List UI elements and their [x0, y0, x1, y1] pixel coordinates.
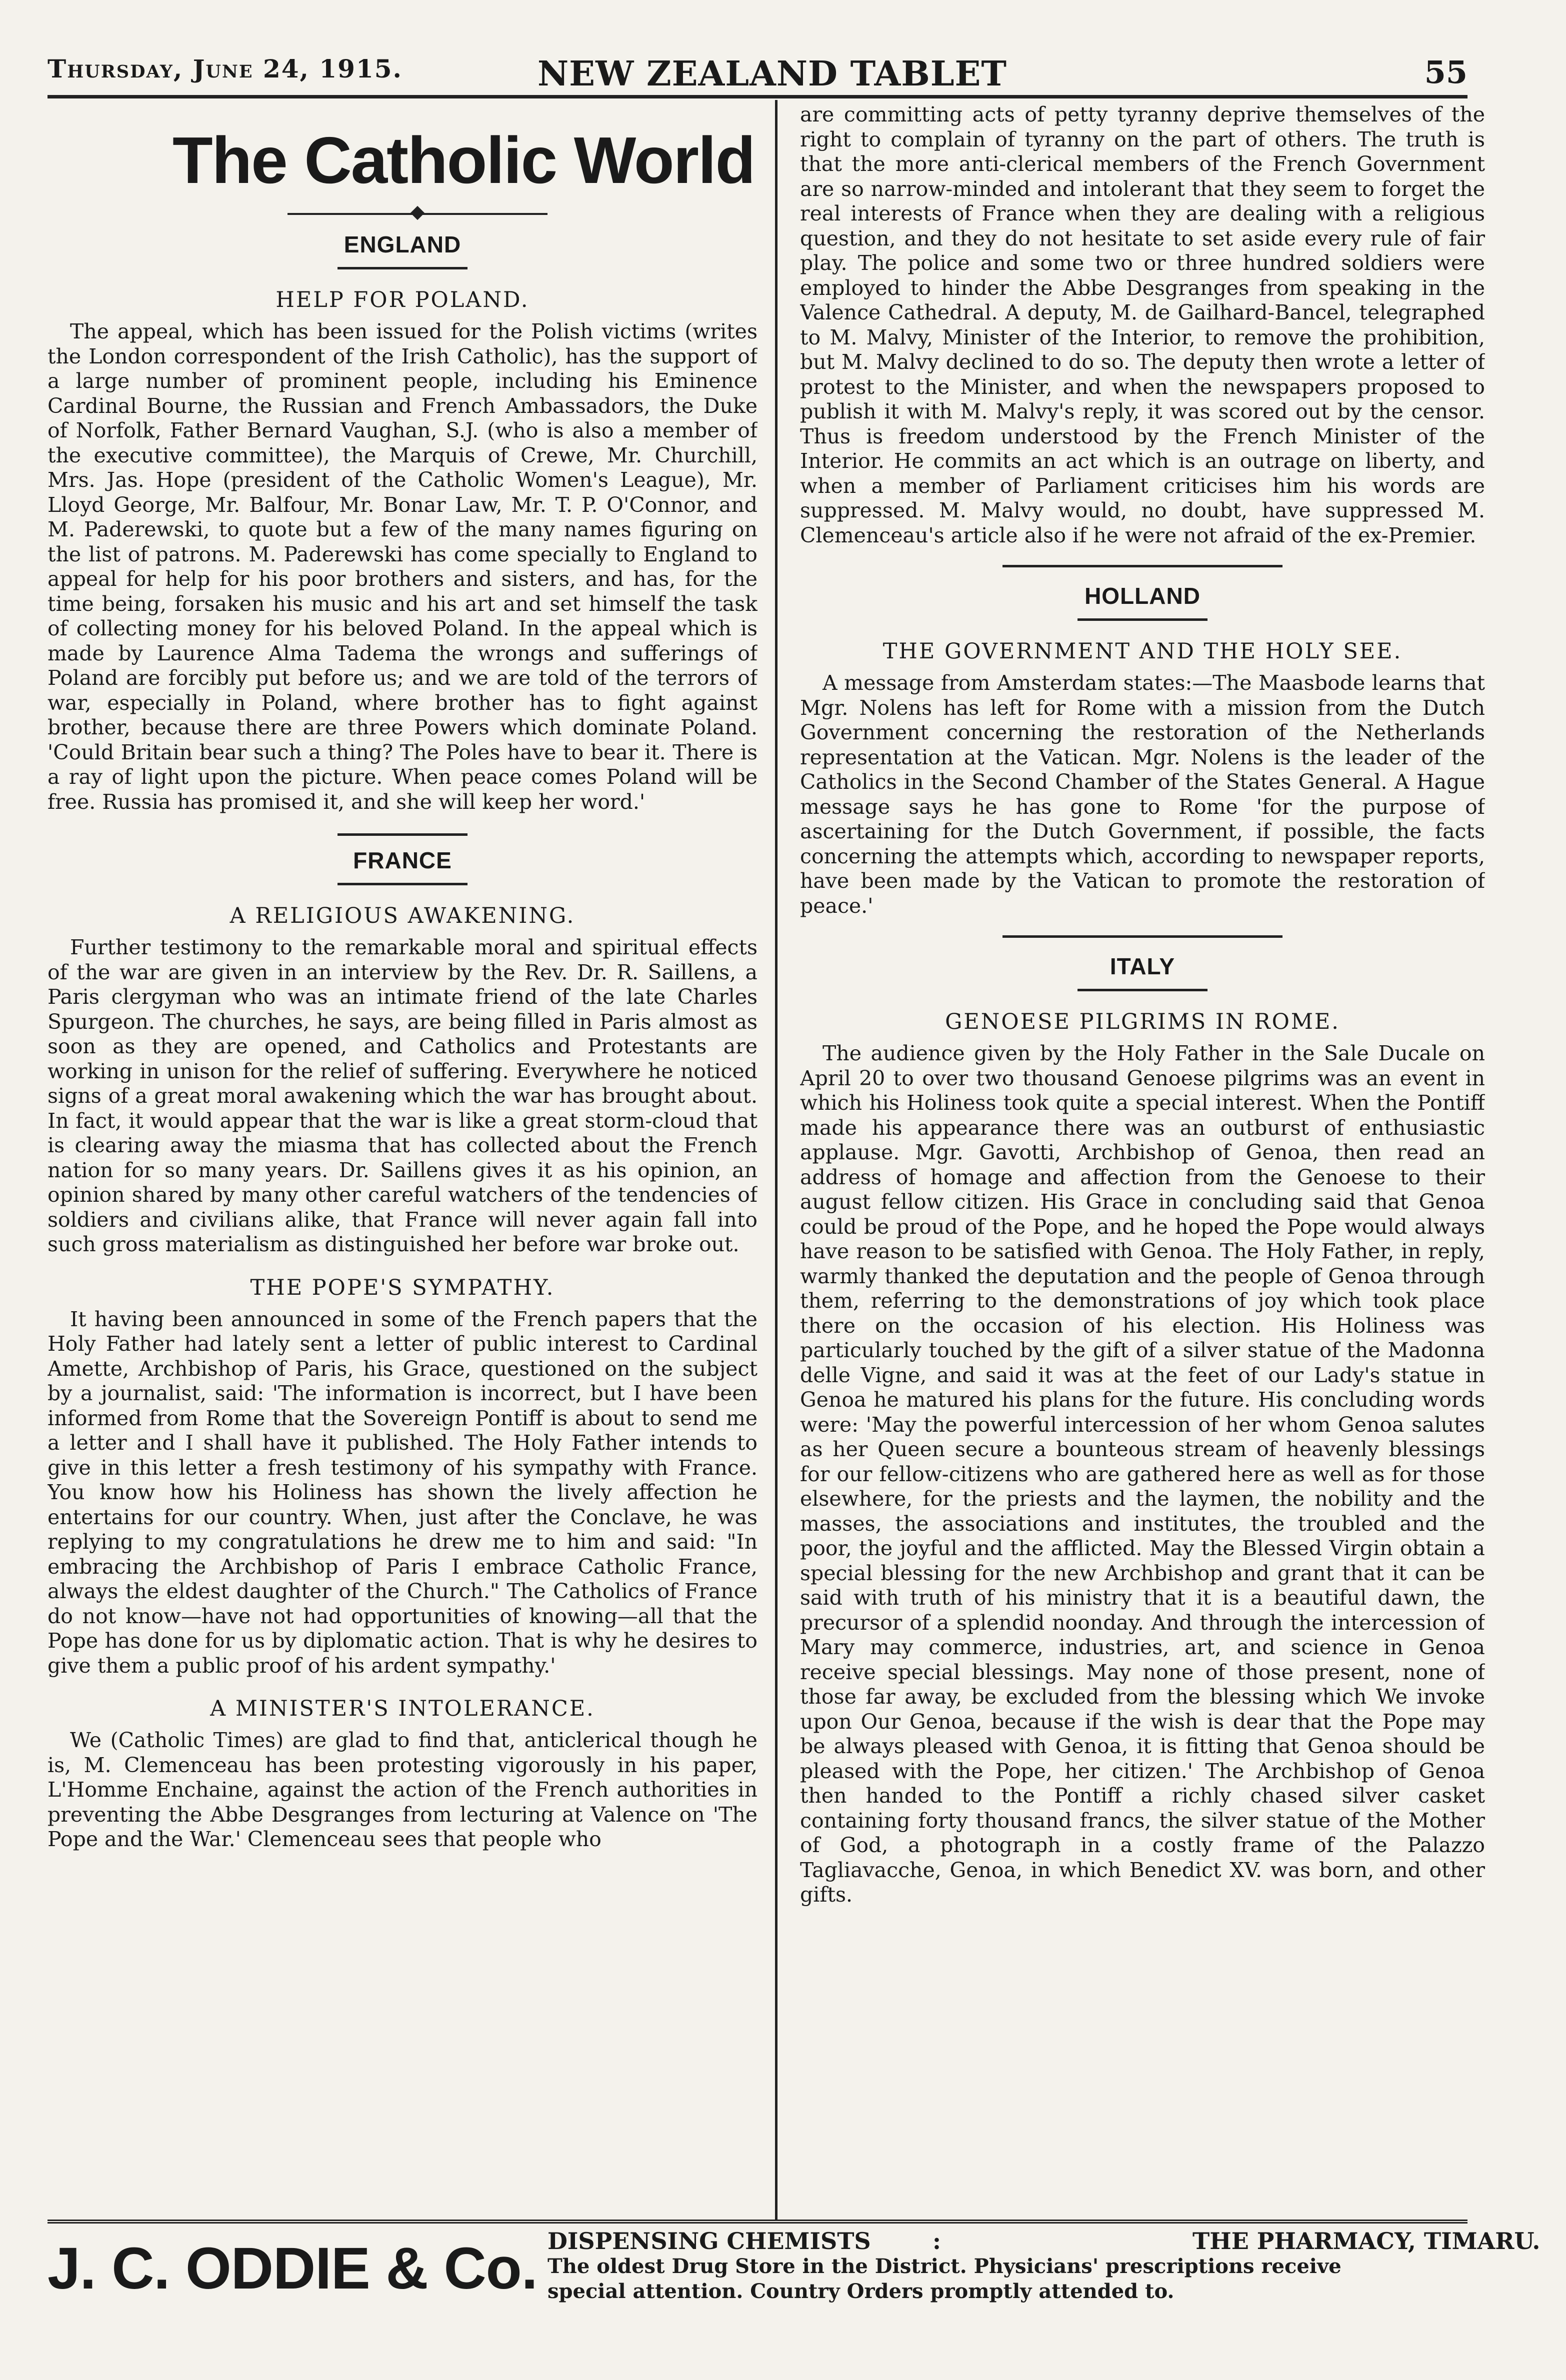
section-rule	[1078, 989, 1208, 991]
article-heading: THE GOVERNMENT AND THE HOLY SEE.	[882, 639, 1402, 664]
article-paragraph: The appeal, which has been issued for the Polish victims (writes the London correspondent of the Irish Catholic), has the support of a large number of prominent people, including his Eminence Cardinal Bourne, the Russian and French Ambassadors, the Duke of Norfolk, Father Bernard Vaughan, S.J. (who is also a member of the executive committee), the Marquis of Crewe, Mr. Churchill, Mrs. Jas. Hope (president of the Catholic Women's League), Mr. Lloyd George, Mr. Balfour, Mr. Bonar Law, Mr. T. P. O'Connor, and M. Paderewski, to quote but a few of the many names figuring on the list of patrons. M. Paderewski has come specially to England to appeal for help for his poor brothers and sisters, and has, for the time being, forsaken his music and his art and set himself the task of collecting money for his beloved Poland. In the appeal which is made by Laurence Alma Tadema the wrongs and sufferings of Poland are forcibly put before us; and we are told of the terrors of war, especially in Poland, where brother has to fight against brother, because there are three Powers which dominate Poland. 'Could Britain bear such a thing? The Poles have to bear it. There is a ray of light upon the picture. When peace comes Poland will be free. Russia has promised it, and she will keep her word.'	[48, 319, 758, 814]
ornament-rule	[288, 208, 548, 220]
section-rule	[338, 267, 468, 269]
section-rule	[1002, 935, 1282, 938]
section-title-france: FRANCE	[353, 847, 452, 873]
section-title-holland: HOLLAND	[1084, 583, 1200, 609]
advert-company: J. C. ODDIE & Co.	[48, 2236, 538, 2302]
article-paragraph: Further testimony to the remarkable moral and spiritual effects of the war are given in an interview by the Rev. Dr. R. Saillens, a Paris clergyman who was an intimate friend of the late Charles Spurgeon. The churches, he says, are being filled in Paris almost as soon as they are opened, and Catholics and Protestants are working in unison for the relief of suffering. Everywhere he noticed signs of a great moral awakening which the war has brought about. In fact, it would appear that the war is like a great storm-cloud that is clearing away the miasma that has collected about the French nation for so many years. Dr. Saillens gives it as his opinion, an opinion shared by many other careful watchers of the tendencies of soldiers and civilians alike, that France will never again fall into such gross materialism as distinguished her before war broke out.	[48, 935, 758, 1256]
article-heading: A RELIGIOUS AWAKENING.	[230, 903, 576, 928]
page-number: 55	[1424, 54, 1468, 90]
article-heading: HELP FOR POLAND.	[276, 287, 530, 312]
article-paragraph: The audience given by the Holy Father in the Sale Ducale on April 20 to over two thousand Genoese pilgrims was an event in which his Holiness took quite a special interest. When the Pontiff made his appearance there was an outburst of enthusiastic applause. Mgr. Gavotti, Archbishop of Genoa, then read an address of homage and affection from the Genoese to their august fellow citizen. His Grace in concluding said that Genoa could be proud of the Pope, and he hoped the Pope would always have reason to be satisfied with Genoa. The Holy Father, in reply, warmly thanked the deputation and the people of Genoa through them, referring to the demonstrations of joy which took place there on the occasion of his election. His Holiness was particularly touched by the gift of a silver statue of the Madonna delle Vigne, and said it was at the feet of our Lady's statue in Genoa he matured his plans for the future. His concluding words were: 'May the powerful intercession of her whom Genoa salutes as her Queen secure a bounteous stream of heavenly blessings for our fellow-citizens who are gathered here as well as for those elsewhere, for the priests and the laymen, the nobility and the masses, the associations and institutes, the troubled and the poor, the joyful and the afflicted. May the Blessed Virgin obtain a special blessing for the new Archbishop and grant that it can be said with truth of his ministry that it is a beautiful dawn, the precursor of a splendid noonday. And through the intercession of Mary may commerce, industries, art, and science in Genoa receive special blessings. May none of those present, none of those far away, be excluded from the blessing which We invoke upon Our Genoa, because if the wish is dear that the Pope may be always pleased with Genoa, it is fitting that Genoa should be pleased with the Pope, her citizen.' The Archbishop of Genoa then handed to the Pontiff a richly chased silver casket containing forty thousand francs, the silver statue of the Mother of God, a photograph in a costly frame of the Palazzo Tagliavacche, Genoa, in which Benedict XV. was born, and other gifts.	[800, 1041, 1485, 1907]
header-rule	[48, 95, 1468, 98]
page-header	[48, 50, 1468, 97]
article-heading: THE POPE'S SYMPATHY.	[250, 1275, 555, 1300]
article-paragraph: It having been announced in some of the French papers that the Holy Father had lately sent a letter of public interest to Cardinal Amette, Archbishop of Paris, his Grace, questioned on the subject by a journalist, said: 'The information is incorrect, but I have been informed from Rome that the Sovereign Pontiff is about to send me a letter and I shall have it published. The Holy Father intends to give in this letter a fresh testimony of his sympathy with France. You know how his Holiness has shown the lively affection he entertains for our country. When, just after the Conclave, he was replying to my congratulations he drew me to him and said: "In embracing the Archbishop of Paris I embrace Catholic France, always the eldest daughter of the Church." The Catholics of France do not know—have not had opportunities of knowing—all that the Pope has done for us by diplomatic action. That is why he desires to give them a public proof of his ardent sympathy.'	[48, 1307, 758, 1678]
masthead: The Catholic World	[172, 123, 755, 197]
advert-line: special attention. Country Orders promptly attended to.	[548, 2280, 1174, 2303]
advert-line: THE PHARMACY, TIMARU.	[1192, 2228, 1540, 2255]
diamond-icon	[410, 206, 424, 220]
advert-line: DISPENSING CHEMISTS	[548, 2228, 871, 2255]
section-rule	[338, 833, 468, 836]
article-heading: A MINISTER'S INTOLERANCE.	[210, 1696, 595, 1721]
advert-separator: :	[932, 2228, 941, 2255]
article-paragraph: A message from Amsterdam states:—The Maasbode learns that Mgr. Nolens has left for Rome with a mission from the Dutch Government concerning the restoration of the Netherlands representation at the Vatican. Mgr. Nolens is the leader of the Catholics in the Second Chamber of the States General. A Hague message says he has gone to Rome 'for the purpose of ascertaining for the Dutch Government, if possible, the facts concerning the attempts which, according to newspaper reports, have been made by the Vatican to promote the restoration of peace.'	[800, 671, 1485, 918]
section-rule	[1002, 565, 1282, 567]
publication-title: NEW ZEALAND TABLET	[538, 54, 1007, 94]
advert-line: The oldest Drug Store in the District. Physicians' prescriptions receive	[548, 2255, 1342, 2278]
right-column	[800, 102, 1485, 2217]
section-title-england: ENGLAND	[344, 231, 462, 257]
article-paragraph: We (Catholic Times) are glad to find that, anticlerical though he is, M. Clemenceau has been protesting vigorously in his paper, L'Homme Enchaine, against the action of the French authorities in preventing the Abbe Desgranges from lecturing at Valence on 'The Pope and the War.' Clemenceau sees that people who	[48, 1728, 758, 1851]
section-rule	[338, 883, 468, 885]
footer-advert	[48, 2220, 1540, 2309]
left-column	[48, 102, 758, 2217]
article-continuation: are committing acts of petty tyranny deprive themselves of the right to complain of tyranny on the part of others. The truth is that the more anti-clerical members of the French Government are so narrow-minded and intolerant that they seem to forget the real interests of France when they are dealing with a religious question, and they do not hesitate to set aside every rule of fair play. The police and some two or three hundred soldiers were employed to hinder the Abbe Desgranges from speaking in the Valence Cathedral. A deputy, M. de Gailhard-Bancel, telegraphed to M. Malvy, Minister of the Interior, to remove the prohibition, but M. Malvy declined to do so. The deputy then wrote a letter of protest to the Minister, and when the newspapers proposed to publish it with M. Malvy's reply, it was scored out by the censor. Thus is freedom understood by the French Minister of the Interior. He commits an act which is an outrage on liberty, and when a member of Parliament criticises him his words are suppressed. M. Malvy would, no doubt, have suppressed M. Clemenceau's article also if he were not afraid of the ex-Premier.	[800, 102, 1485, 547]
article-heading: GENOESE PILGRIMS IN ROME.	[945, 1009, 1340, 1034]
section-title-italy: ITALY	[1110, 953, 1176, 979]
column-divider	[775, 100, 778, 2220]
issue-date: Thursday, June 24, 1915.	[48, 54, 402, 83]
section-rule	[1078, 618, 1208, 621]
